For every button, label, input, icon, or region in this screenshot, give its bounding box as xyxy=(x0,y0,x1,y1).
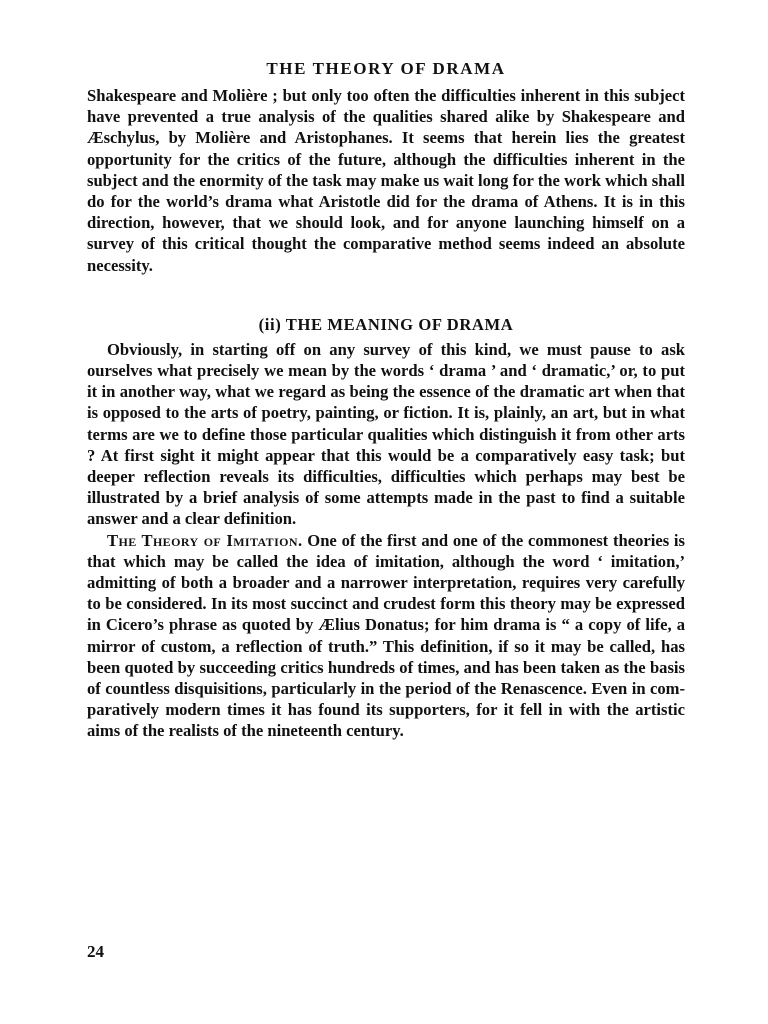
imitation-lead-heading: The Theory of Imitation. xyxy=(107,530,303,550)
opening-paragraph: Shakespeare and Molière ; but only too often the difficulties inherent in this subject have prevented a true analysis of the qualities shared alike by Shakespeare and Æschylus, by Molière and Aristophanes. It seems that herein lies the greatest opportunity for the critics of the future, although the difficulties inherent in the subject and the enormity of the task may make us wait long for the work which shall do for the world’s drama what Aristotle did for the drama of Athens. It is in this direction, however, that we should look, and for anyone launching himself on a survey of this critical thought the comparative method seems indeed an absolute necessity. xyxy=(87,86,685,275)
book-page xyxy=(87,58,685,742)
page-number: 24 xyxy=(87,942,104,961)
imitation-paragraph-body: One of the first and one of the commonest theories is that which may be called the idea of imitation, although the word ‘ imitation,’ admitting of both a broader and a narrower interpretation, requires very carefully to be considered. In its most succinct and crudest form this theory may be expressed in Cicero’s phrase as quoted by Ælius Donatus; for him drama is “ a copy of life, a mirror of custom, a reflection of truth.” This definition, if so it may be called, has been quoted by succeeding critics hundreds of times, and has been taken as the basis of countless disquisitions, particularly in the period of the Renascence. Even in comparatively modern times it has found its supporters, for it fell in with the artistic aims of the realists of the nineteenth century. xyxy=(87,530,685,741)
running-head: THE THEORY OF DRAMA xyxy=(266,59,506,78)
section-heading: (ii) THE MEANING OF DRAMA xyxy=(258,314,514,334)
imitation-paragraph xyxy=(87,530,685,742)
meaning-paragraph: Obviously, in starting off on any survey of this kind, we must pause to ask ourselves what precisely we mean by the words ‘ drama ’ and ‘ dramatic,’ or, to put it in another way, what we regard as being the essence of the dramatic art when that is opposed to the arts of poetry, painting, or fiction. It is, plainly, an art, but in what terms are we to define those particular qualities which distinguish it from other arts ? At first sight it might appear that this would be a comparatively easy task; but deeper reflection reveals its difficulties, difficulties which perhaps may best be illustrated by a brief analysis of some attempts made in the past to find a suitable answer and a clear definition. xyxy=(87,339,685,529)
